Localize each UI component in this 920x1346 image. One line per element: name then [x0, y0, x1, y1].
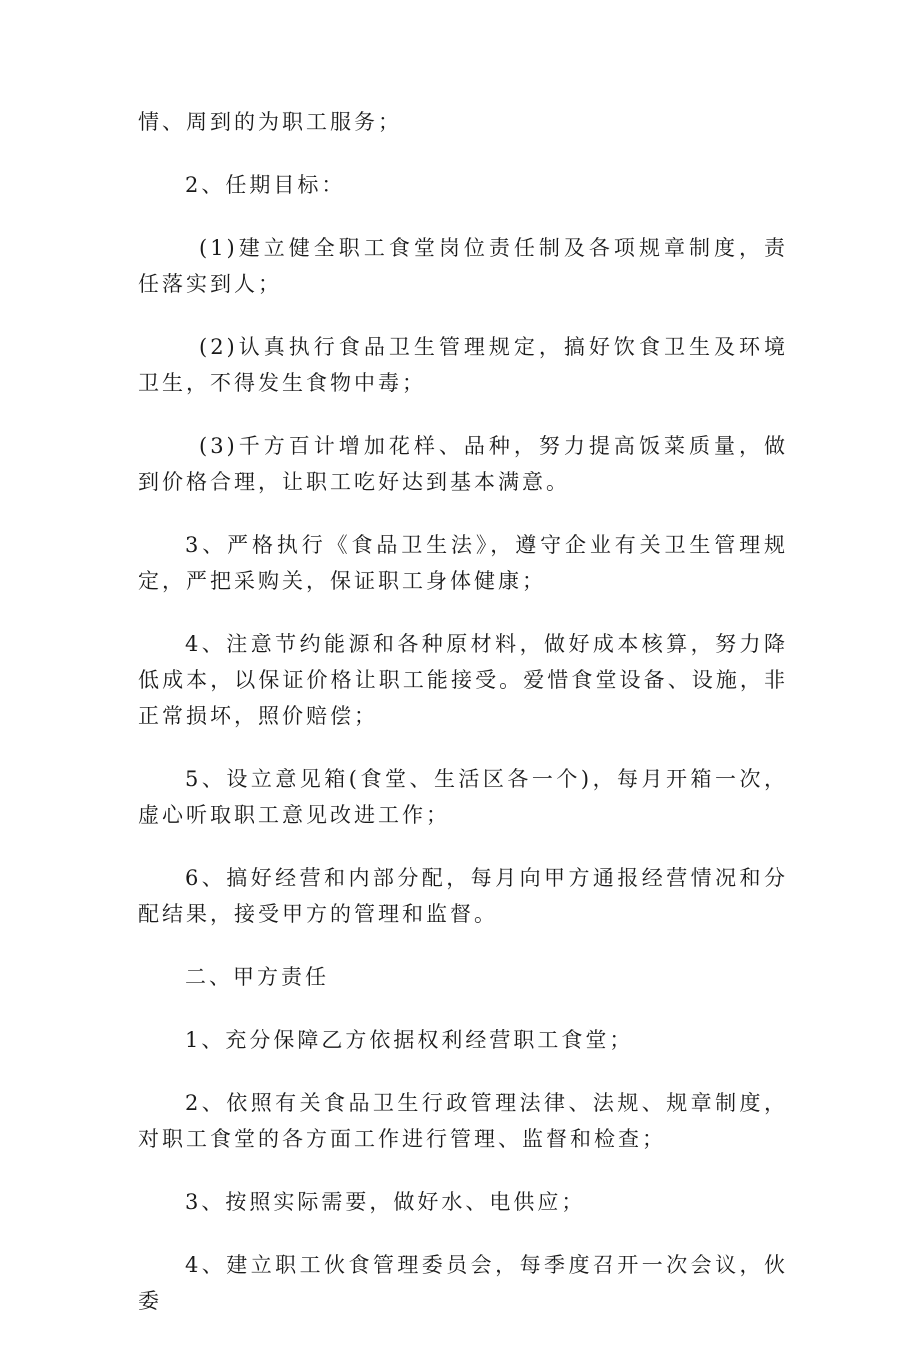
- paragraph-item-5: 5、设立意见箱(食堂、生活区各一个)，每月开箱一次，虚心听取职工意见改进工作；: [138, 767, 788, 827]
- paragraph-goal-3: (3)千方百计增加花样、品种，努力提高饭菜质量，做到价格合理，让职工吃好达到基本满意。: [138, 434, 788, 494]
- paragraph-term-goals-heading: 2、任期目标：: [185, 173, 346, 197]
- paragraph-party-a-4: 4、建立职工伙食管理委员会，每季度召开一次会议，伙委: [138, 1253, 788, 1313]
- paragraph-party-a-2: 2、依照有关食品卫生行政管理法律、法规、规章制度，对职工食堂的各方面工作进行管理、监督和检查；: [138, 1091, 788, 1151]
- paragraph-item-6: 6、搞好经营和内部分配，每月向甲方通报经营情况和分配结果，接受甲方的管理和监督。: [138, 866, 788, 926]
- paragraph-item-4: 4、注意节约能源和各种原材料，做好成本核算，努力降低成本，以保证价格让职工能接受。爱惜食堂设备、设施，非正常损坏，照价赔偿；: [138, 632, 788, 728]
- paragraph-goal-1: (1)建立健全职工食堂岗位责任制及各项规章制度，责任落实到人；: [138, 236, 788, 296]
- section-heading-party-a: 二、甲方责任: [185, 965, 329, 989]
- paragraph-goal-2: (2)认真执行食品卫生管理规定，搞好饮食卫生及环境卫生，不得发生食物中毒；: [138, 335, 788, 395]
- paragraph-party-a-1: 1、充分保障乙方依据权利经营职工食堂；: [185, 1028, 634, 1052]
- document-body: [138, 104, 788, 1346]
- paragraph-continuation: 情、周到的为职工服务；: [138, 110, 402, 134]
- paragraph-party-a-3: 3、按照实际需要，做好水、电供应；: [185, 1190, 586, 1214]
- paragraph-item-3: 3、严格执行《食品卫生法》，遵守企业有关卫生管理规定，严把采购关，保证职工身体健康；: [138, 533, 788, 593]
